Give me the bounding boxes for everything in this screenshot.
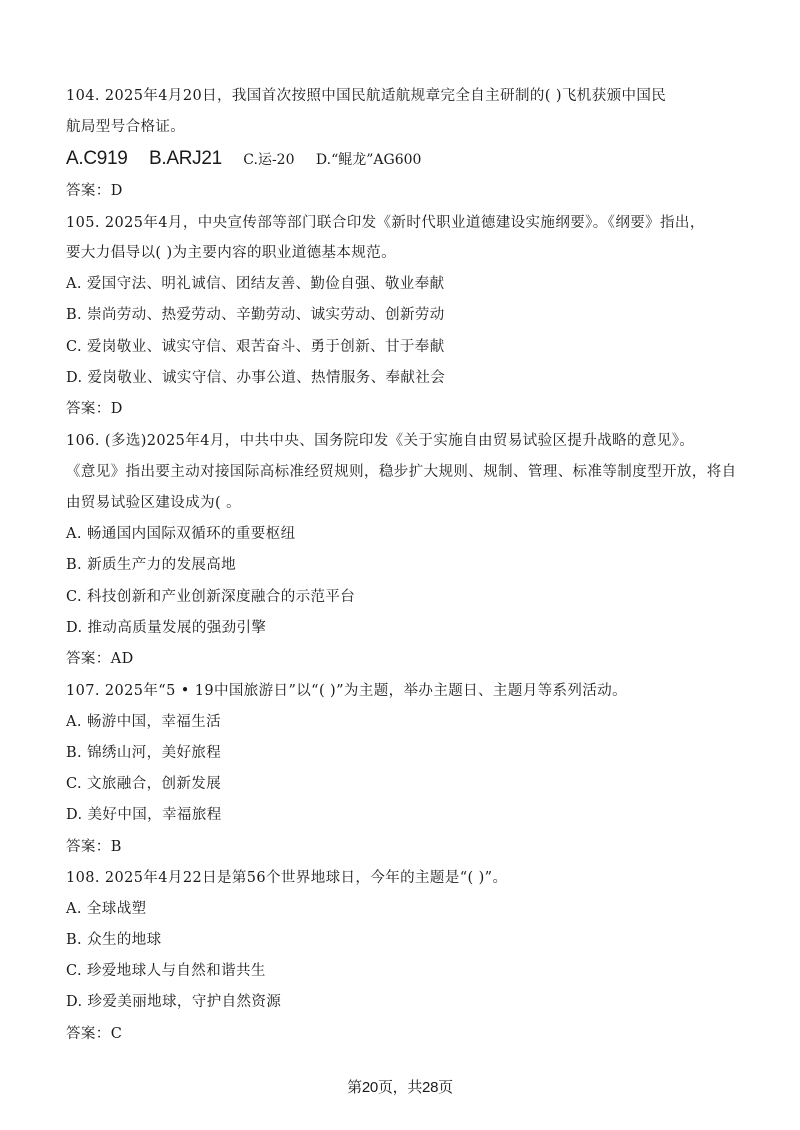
q106-option-c: C. 科技创新和产业创新深度融合的示范平台 bbox=[66, 589, 356, 605]
q106-stem-line-2: 《意见》指出要主动对接国际高标准经贸规则，稳步扩大规则、规制、管理、标准等制度型开放，将自 bbox=[66, 464, 737, 480]
q104-options bbox=[66, 148, 437, 170]
q108-option-c: C. 珍爱地球人与自然和谐共生 bbox=[66, 963, 266, 979]
q104-answer: 答案：D bbox=[66, 183, 123, 199]
q107-option-b: B. 锦绣山河，美好旅程 bbox=[66, 745, 222, 761]
q104-option-b: B.ARJ21 bbox=[148, 148, 222, 169]
q107-option-a: A. 畅游中国，幸福生活 bbox=[66, 714, 221, 730]
q106-stem-line-3: 由贸易试验区建设成为( 。 bbox=[66, 495, 241, 511]
q105-stem-line-2: 要大力倡导以( )为主要内容的职业道德基本规范。 bbox=[66, 245, 397, 261]
q108-stem-line-1: 108. 2025年4月22日是第56个世界地球日，今年的主题是“( )”。 bbox=[66, 870, 508, 886]
q105-option-d: D. 爱岗敬业、诚实守信、办事公道、热情服务、奉献社会 bbox=[66, 370, 446, 386]
q107-stem-line-1: 107. 2025年“5 • 19中国旅游日”以“( )”为主题，举办主题日、主题月等系列活动。 bbox=[66, 683, 628, 699]
q106-option-a: A. 畅通国内国际双循环的重要枢纽 bbox=[66, 526, 296, 542]
q107-option-c: C. 文旅融合，创新发展 bbox=[66, 776, 222, 792]
q104-option-a: A.C919 bbox=[66, 148, 128, 169]
q106-option-d: D. 推动高质量发展的强劲引擎 bbox=[66, 620, 267, 636]
q106-stem-line-1: 106. (多选)2025年4月，中共中央、国务院印发《关于实施自由贸易试验区提升战略的意见》。 bbox=[66, 433, 695, 449]
q105-stem-line-1: 105. 2025年4月，中央宣传部等部门联合印发《新时代职业道德建设实施纲要》。《纲要》指出， bbox=[66, 215, 705, 231]
q105-option-a: A. 爱国守法、明礼诚信、团结友善、勤俭自强、敬业奉献 bbox=[66, 276, 445, 292]
q105-option-c: C. 爱岗敬业、诚实守信、艰苦奋斗、勇于创新、甘于奉献 bbox=[66, 339, 445, 355]
q104-option-d: D.“鲲龙”AG600 bbox=[315, 152, 422, 168]
q105-answer: 答案：D bbox=[66, 401, 123, 417]
q108-option-a: A. 全球战塑 bbox=[66, 901, 147, 917]
q104-stem-line-1: 104. 2025年4月20日，我国首次按照中国民航适航规章完全自主研制的( )飞机获颁中国民 bbox=[66, 88, 667, 104]
q107-option-d: D. 美好中国，幸福旅程 bbox=[66, 807, 222, 823]
q106-answer: 答案：AD bbox=[66, 651, 134, 667]
q106-option-b: B. 新质生产力的发展高地 bbox=[66, 557, 237, 573]
q104-option-c: C.运-20 bbox=[243, 152, 295, 168]
q108-answer: 答案：C bbox=[66, 1026, 123, 1042]
q108-option-d: D. 珍爱美丽地球，守护自然资源 bbox=[66, 994, 282, 1010]
q105-option-b: B. 崇尚劳动、热爱劳动、辛勤劳动、诚实劳动、创新劳动 bbox=[66, 307, 445, 323]
q107-answer: 答案：B bbox=[66, 839, 122, 855]
q104-stem-line-2: 航局型号合格证。 bbox=[66, 119, 186, 135]
page-number-footer: 第20页，共28页 bbox=[347, 1079, 453, 1096]
q108-option-b: B. 众生的地球 bbox=[66, 932, 162, 948]
